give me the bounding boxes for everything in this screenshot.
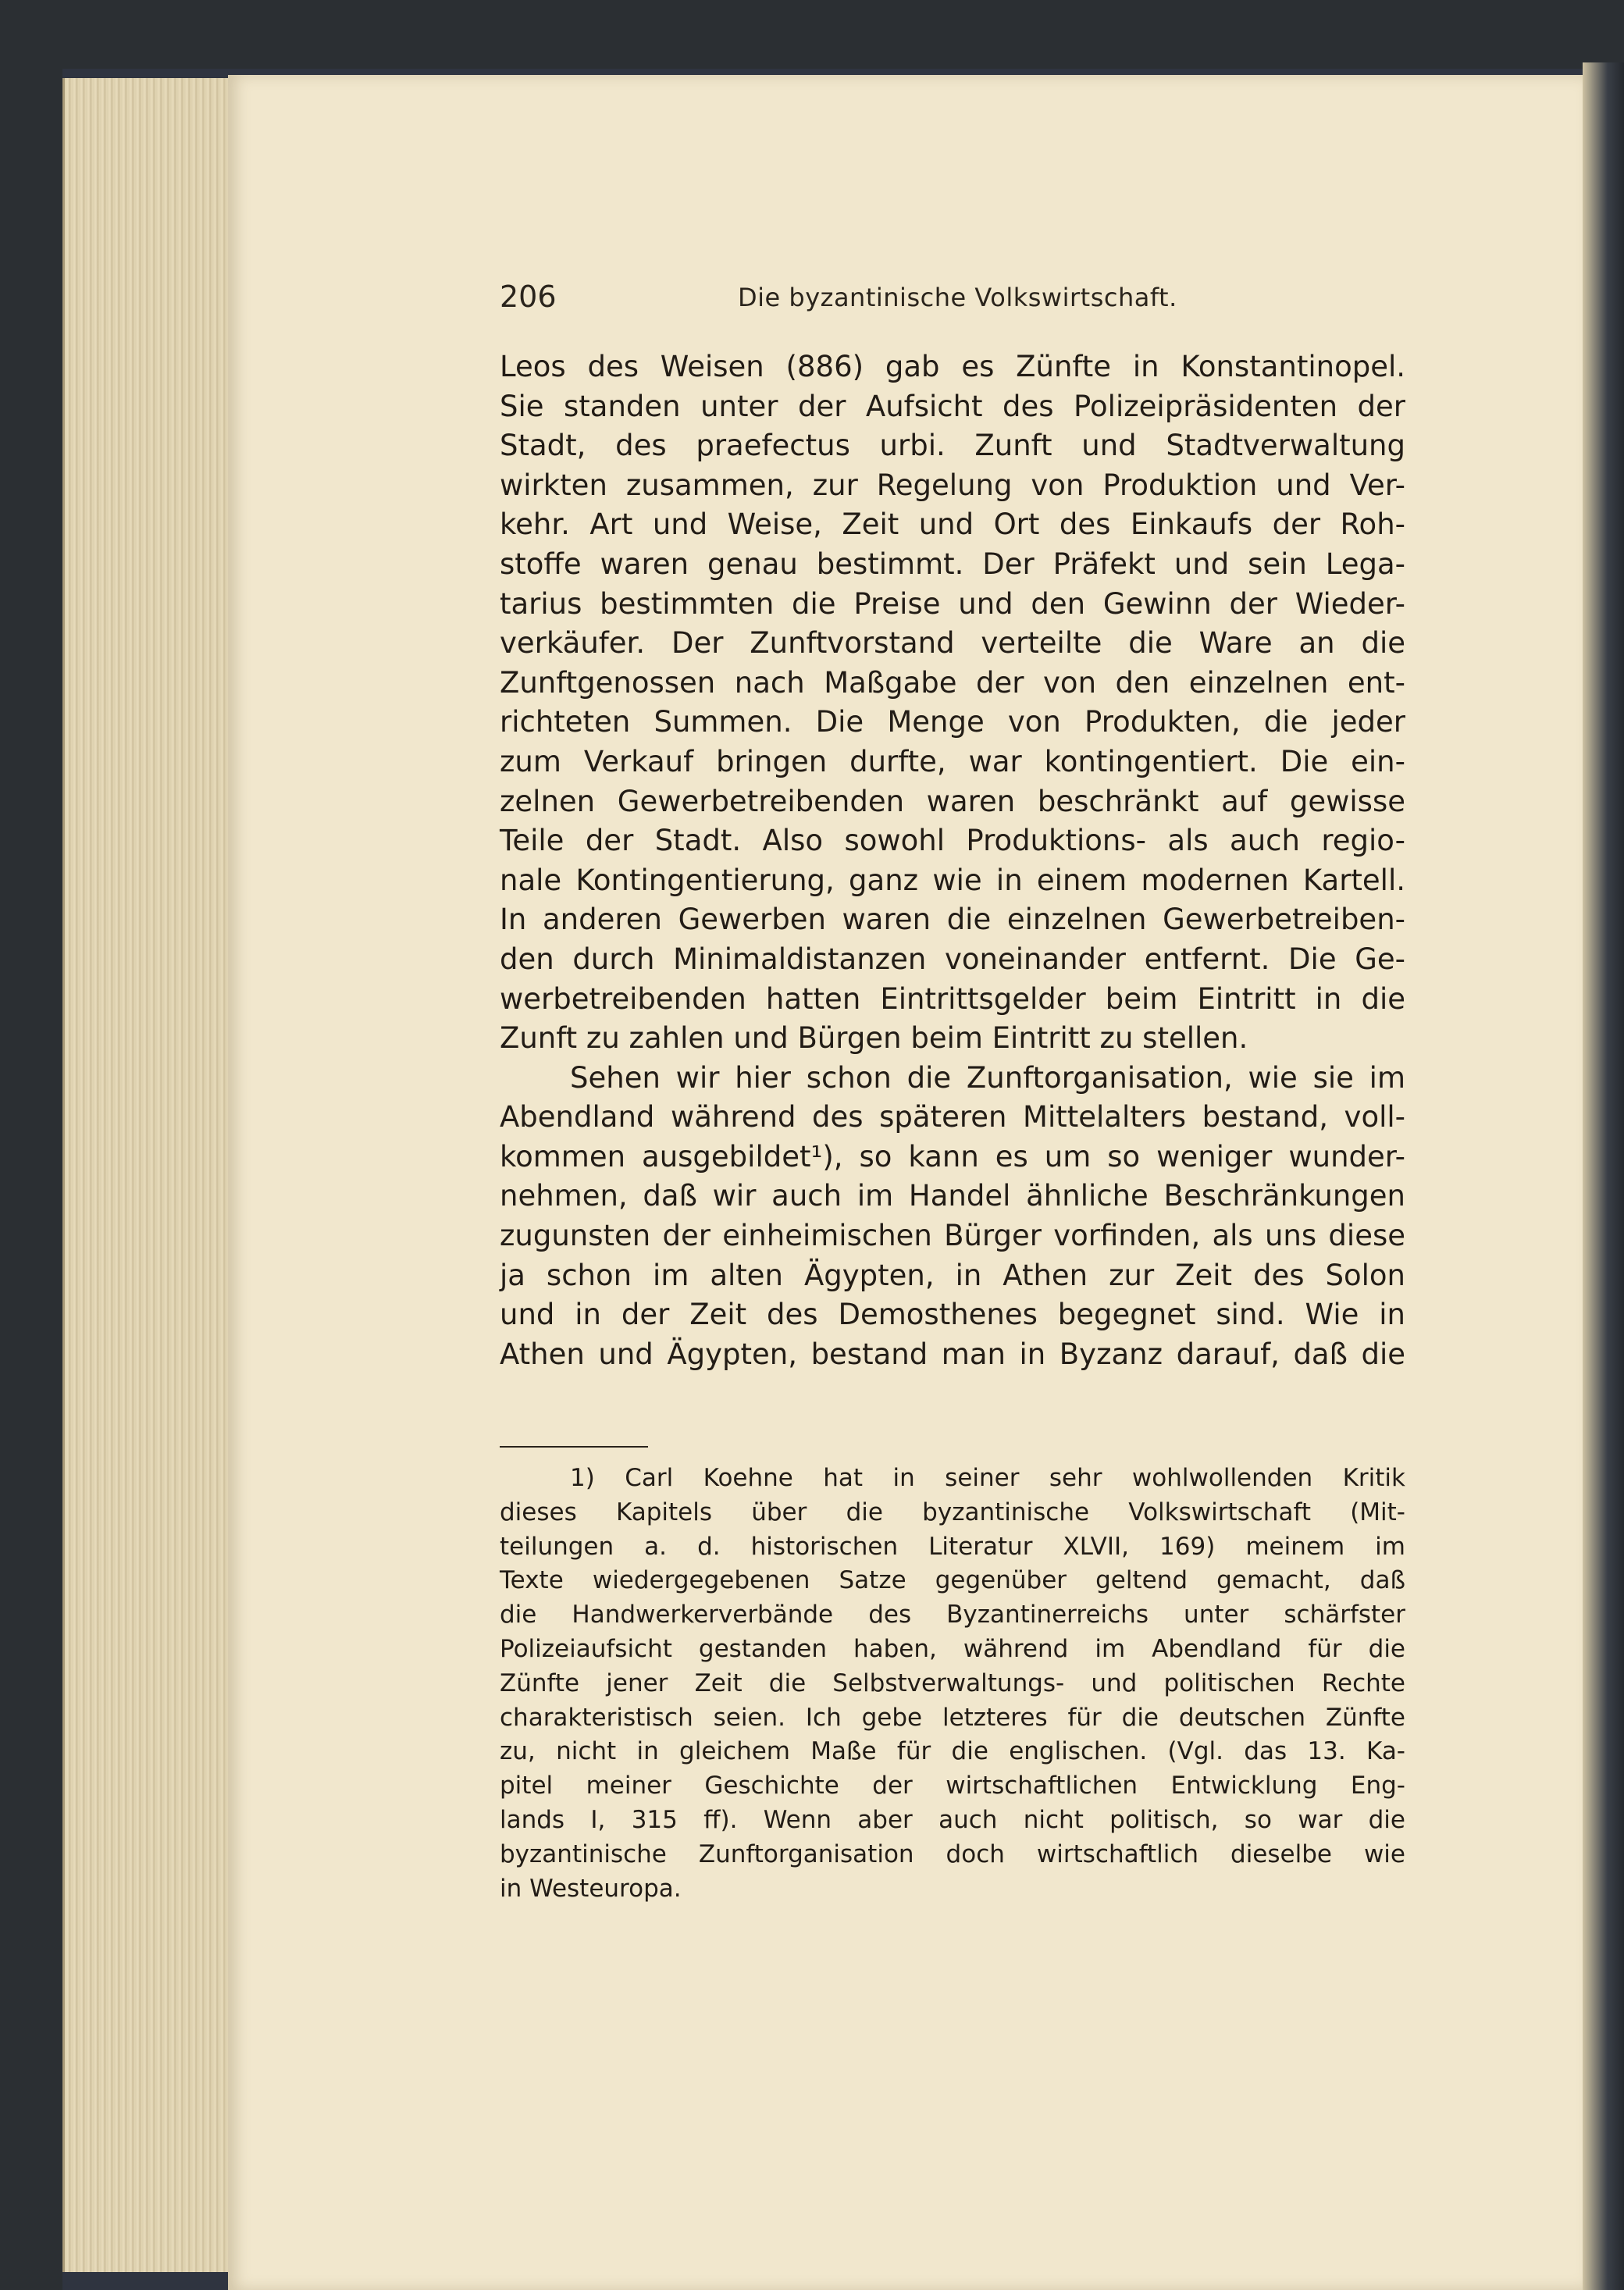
- body-line: den durch Minimaldistanzen voneinander entfernt. Die Ge-: [500, 942, 1405, 976]
- body-line: Zunft zu zahlen und Bürgen beim Eintritt zu stellen.: [500, 1021, 1248, 1056]
- footnote-line: die Handwerkerverbände des Byzantinerreichs unter schärfster: [500, 1601, 1405, 1629]
- body-line: Zunftgenossen nach Maßgabe der von den einzelnen ent-: [500, 665, 1405, 700]
- body-line: zugunsten der einheimischen Bürger vorfinden, als uns diese: [500, 1219, 1405, 1253]
- body-line: stoffe waren genau bestimmt. Der Präfekt und sein Lega-: [500, 547, 1405, 581]
- body-text: [500, 347, 1405, 1374]
- body-line: tarius bestimmten die Preise und den Gewinn der Wieder-: [500, 586, 1405, 621]
- body-line: Abendland während des späteren Mittelalters bestand, voll-: [500, 1100, 1405, 1134]
- page-edges: [62, 78, 237, 2272]
- footnote: [500, 1462, 1405, 1906]
- body-line: richteten Summen. Die Menge von Produkten, die jeder: [500, 705, 1405, 739]
- footnote-line: in Westeuropa.: [500, 1874, 682, 1903]
- body-line: ja schon im alten Ägypten, in Athen zur Zeit des Solon: [500, 1258, 1405, 1292]
- footnote-line: Zünfte jener Zeit die Selbstverwaltungs- und politischen Rechte: [500, 1669, 1405, 1697]
- body-line: zum Verkauf bringen durfte, war kontingentiert. Die ein-: [500, 744, 1405, 778]
- footnote-line: charakteristisch seien. Ich gebe letzteres für die deutschen Zünfte: [500, 1703, 1405, 1732]
- body-line: Sehen wir hier schon die Zunftorganisation, wie sie im: [570, 1060, 1405, 1095]
- body-line: Leos des Weisen (886) gab es Zünfte in Konstantinopel.: [500, 350, 1405, 383]
- footnote-rule: [500, 1446, 648, 1448]
- body-line: und in der Zeit des Demosthenes begegnet sind. Wie in: [500, 1298, 1405, 1332]
- footnote-line: byzantinische Zunftorganisation doch wirtschaftlich dieselbe wie: [500, 1839, 1405, 1868]
- footnote-line: 1) Carl Koehne hat in seiner sehr wohlwollenden Kritik: [570, 1464, 1405, 1492]
- footnote-line: lands I, 315 ff). Wenn aber auch nicht politisch, so war die: [500, 1805, 1405, 1834]
- footnote-line: teilungen a. d. historischen Literatur XLVII, 169) meinem im: [500, 1532, 1405, 1561]
- body-line: Athen und Ägypten, bestand man in Byzanz darauf, daß die: [500, 1337, 1405, 1371]
- body-line: Sie standen unter der Aufsicht des Polizeipräsidenten der: [500, 389, 1405, 423]
- body-line: wirkten zusammen, zur Regelung von Produktion und Ver-: [500, 468, 1405, 502]
- right-page-edge: [1583, 62, 1624, 2290]
- footnote-line: pitel meiner Geschichte der wirtschaftlichen Entwicklung Eng-: [500, 1772, 1405, 1800]
- body-line: Teile der Stadt. Also sowohl Produktions- als auch regio-: [500, 824, 1405, 858]
- footnote-line: Texte wiedergegebenen Satze gegenüber geltend gemacht, daß: [500, 1566, 1405, 1595]
- running-head: Die byzantinische Volkswirtschaft.: [738, 283, 1177, 312]
- page-number: 206: [500, 280, 557, 314]
- footnote-line: Polizeiaufsicht gestanden haben, während im Abendland für die: [500, 1634, 1405, 1663]
- body-line: nale Kontingentierung, ganz wie in einem modernen Kartell.: [500, 863, 1405, 897]
- body-line: kommen ausgebildet¹), so kann es um so weniger wunder-: [500, 1139, 1405, 1173]
- body-line: zelnen Gewerbetreibenden waren beschränkt auf gewisse: [500, 784, 1405, 818]
- footnote-line: dieses Kapitels über die byzantinische Volkswirtschaft (Mit-: [500, 1498, 1405, 1526]
- body-line: nehmen, daß wir auch im Handel ähnliche Beschränkungen: [500, 1179, 1405, 1213]
- body-line: verkäufer. Der Zunftvorstand verteilte die Ware an die: [500, 626, 1405, 661]
- footnote-line: zu, nicht in gleichem Maße für die englischen. (Vgl. das 13. Ka-: [500, 1737, 1405, 1766]
- page-header: [500, 280, 1405, 319]
- body-line: Stadt, des praefectus urbi. Zunft und Stadtverwaltung: [500, 429, 1405, 463]
- body-line: werbetreibenden hatten Eintrittsgelder beim Eintritt in die: [500, 981, 1405, 1016]
- body-line: kehr. Art und Weise, Zeit und Ort des Einkaufs der Roh-: [500, 508, 1405, 542]
- body-line: In anderen Gewerben waren die einzelnen Gewerbetreiben-: [500, 903, 1405, 937]
